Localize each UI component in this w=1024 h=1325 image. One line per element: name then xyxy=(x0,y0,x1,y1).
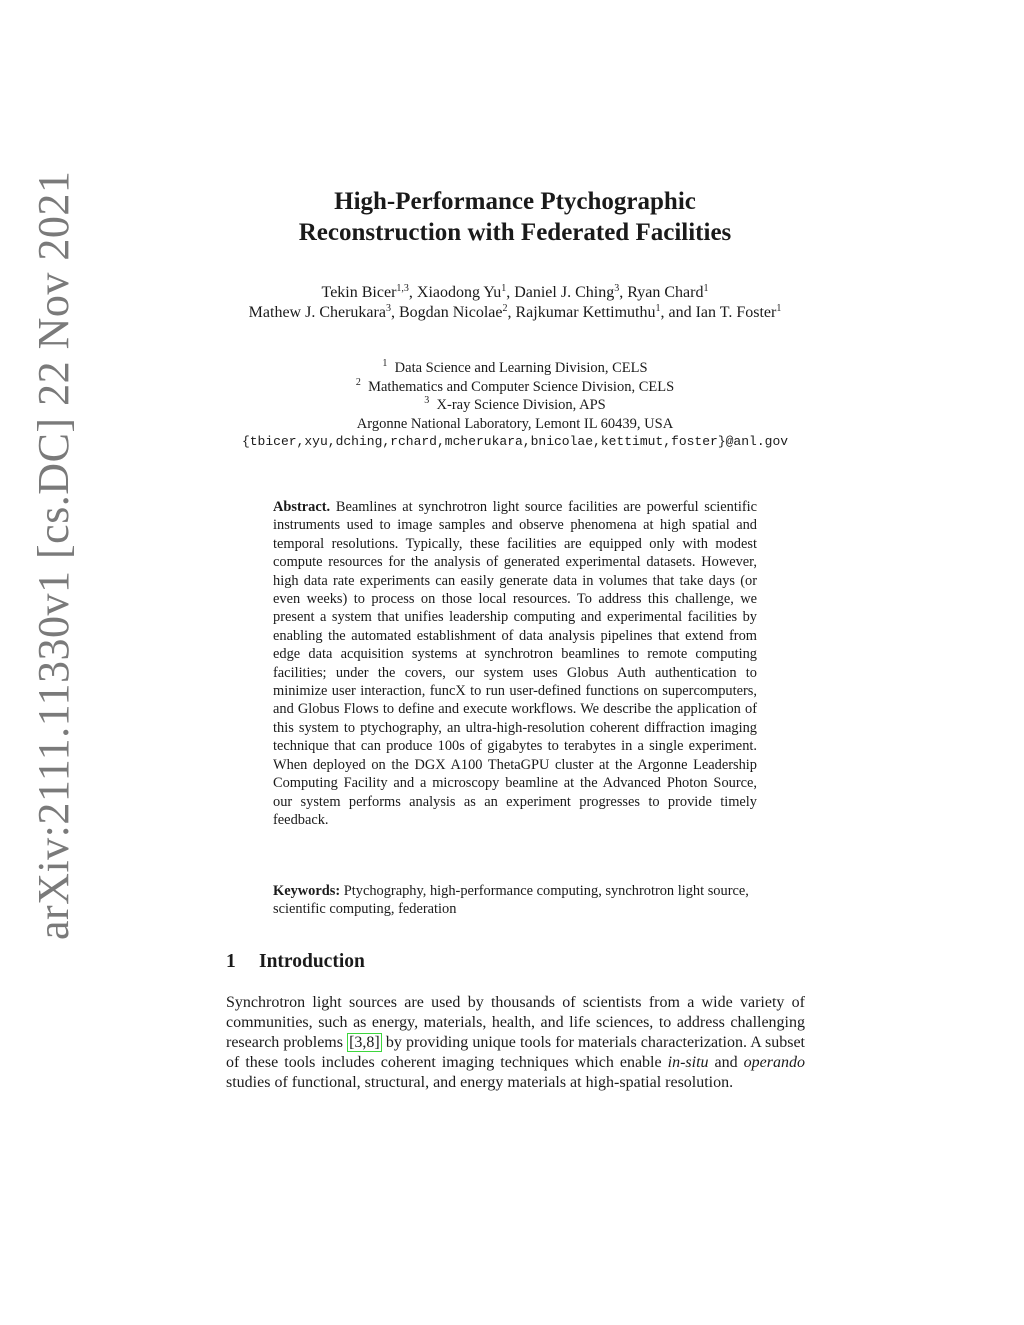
affiliation-1 xyxy=(200,359,830,378)
author-affiliation-mark: 3 xyxy=(385,303,391,314)
affiliation-text: Data Science and Learning Division, CELS xyxy=(394,360,648,376)
author-name: Xiaodong Yu xyxy=(416,284,502,301)
affiliation-text: X-ray Science Division, APS xyxy=(436,397,606,413)
author-name: Daniel J. Ching xyxy=(514,284,615,301)
author-name: Bogdan Nicolae xyxy=(398,304,503,321)
author-affiliation-mark: 1 xyxy=(655,303,661,314)
email-addresses[interactable]: {tbicer,xyu,dching,rchard,mcherukara,bnicolae,kettimut,foster}@anl.gov xyxy=(241,434,789,449)
affiliation-text: Mathematics and Computer Science Division, CELS xyxy=(368,378,675,395)
intro-text: Synchrotron light sources are used by thousands of scientists from a wide variety of communities, such as energy, materials, health, and life sciences, to address challenging research problems xyxy=(226,994,805,1051)
affiliation-3 xyxy=(200,396,830,415)
affiliation-number: 3 xyxy=(424,395,430,406)
author-name: Ryan Chard xyxy=(627,284,704,301)
author-name: and Ian T. Foster xyxy=(668,304,777,321)
abstract-label: Abstract. xyxy=(273,499,331,515)
intro-text: studies of functional, structural, and energy materials at high-spatial resolution. xyxy=(226,1074,734,1091)
author-line-2: Mathew J. Cherukara$^3$, Bogdan Nicolae$^2$, Rajkumar Kettimuthu$^1$, and Ian T. Foster$^1$ xyxy=(248,303,782,321)
institution: Argonne National Laboratory, Lemont IL 60439, USA xyxy=(356,415,674,432)
keywords-text: Ptychography, high-performance computing, synchrotron light source, scientific computing, federation xyxy=(273,883,749,918)
author-affiliation-mark: 1 xyxy=(501,283,507,294)
affiliation-number: 2 xyxy=(355,376,361,388)
abstract xyxy=(273,498,757,829)
introduction-paragraph xyxy=(226,993,805,1093)
author-name: Rajkumar Kettimuthu xyxy=(515,304,656,321)
title-line-1: High-Performance Ptychographic xyxy=(334,188,696,215)
author-name: Mathew J. Cherukara xyxy=(248,304,386,321)
author-line-1: Tekin Bicer$^{1,3}$, Xiaodong Yu$^1$, Daniel J. Ching$^3$, Ryan Chard$^1$ xyxy=(321,283,709,301)
affiliation-number: 1 xyxy=(382,358,388,369)
author-affiliation-mark: 1 xyxy=(703,283,709,294)
keywords-label: Keywords: xyxy=(273,883,341,899)
section-title: Introduction xyxy=(259,951,365,972)
author-affiliation-mark: 1 xyxy=(776,303,782,314)
intro-emphasis: operando xyxy=(743,1054,805,1071)
affiliation-2 xyxy=(200,378,830,397)
arxiv-identifier: arXiv:2111.11330v1 [cs.DC] 22 Nov 2021 xyxy=(29,170,78,940)
author-affiliation-mark: 2 xyxy=(502,303,508,314)
author-name: Tekin Bicer xyxy=(321,284,397,301)
intro-emphasis: in-situ xyxy=(667,1054,709,1071)
intro-text: and xyxy=(708,1054,744,1071)
citation-link[interactable]: [3,8] xyxy=(349,1034,380,1051)
section-heading-introduction xyxy=(226,951,365,973)
affiliations xyxy=(200,359,830,452)
author-list xyxy=(220,283,810,323)
title-line-2: Reconstruction with Federated Facilities xyxy=(298,219,732,246)
paper-title xyxy=(200,186,830,248)
author-affiliation-mark: 3 xyxy=(614,283,620,294)
intro-text: by providing unique tools for materials characterization. A subset of these tools includes coherent imaging techniques which enable xyxy=(226,1034,805,1071)
abstract-text: Beamlines at synchrotron light source facilities are powerful scientific instruments used to image samples and observe phenomena at high spatial and temporal resolutions. Typically, these facilities are equipped only with modest compute resources for the analysis of generated experimental datasets. However, high data rate experiments can easily generate data in volumes that take days (or even weeks) to process on those local resources. To address this challenge, we present a system that unifies leadership computing and experimental facilities by enabling the automated establishment of data analysis pipelines that extend from edge data acquisition systems at synchrotron beamlines to remote computing facilities; under the covers, our system uses Globus Auth authentication to minimize user interaction, funcX to run user-defined functions on supercomputers, and Globus Flows to define and execute workflows. We describe the application of this system to ptychography, an ultra-high-resolution coherent diffraction imaging technique that can produce 100s of gigabytes to terabytes in a single experiment. When deployed on the DGX A100 ThetaGPU cluster at the Argonne Leadership Computing Facility and a microscopy beamline at the Advanced Photon Source, our system performs analysis as an experiment progresses to provide timely feedback. xyxy=(273,499,757,828)
section-number: 1 xyxy=(226,951,236,972)
author-affiliation-mark: 1,3 xyxy=(396,283,409,294)
keywords xyxy=(273,882,778,919)
